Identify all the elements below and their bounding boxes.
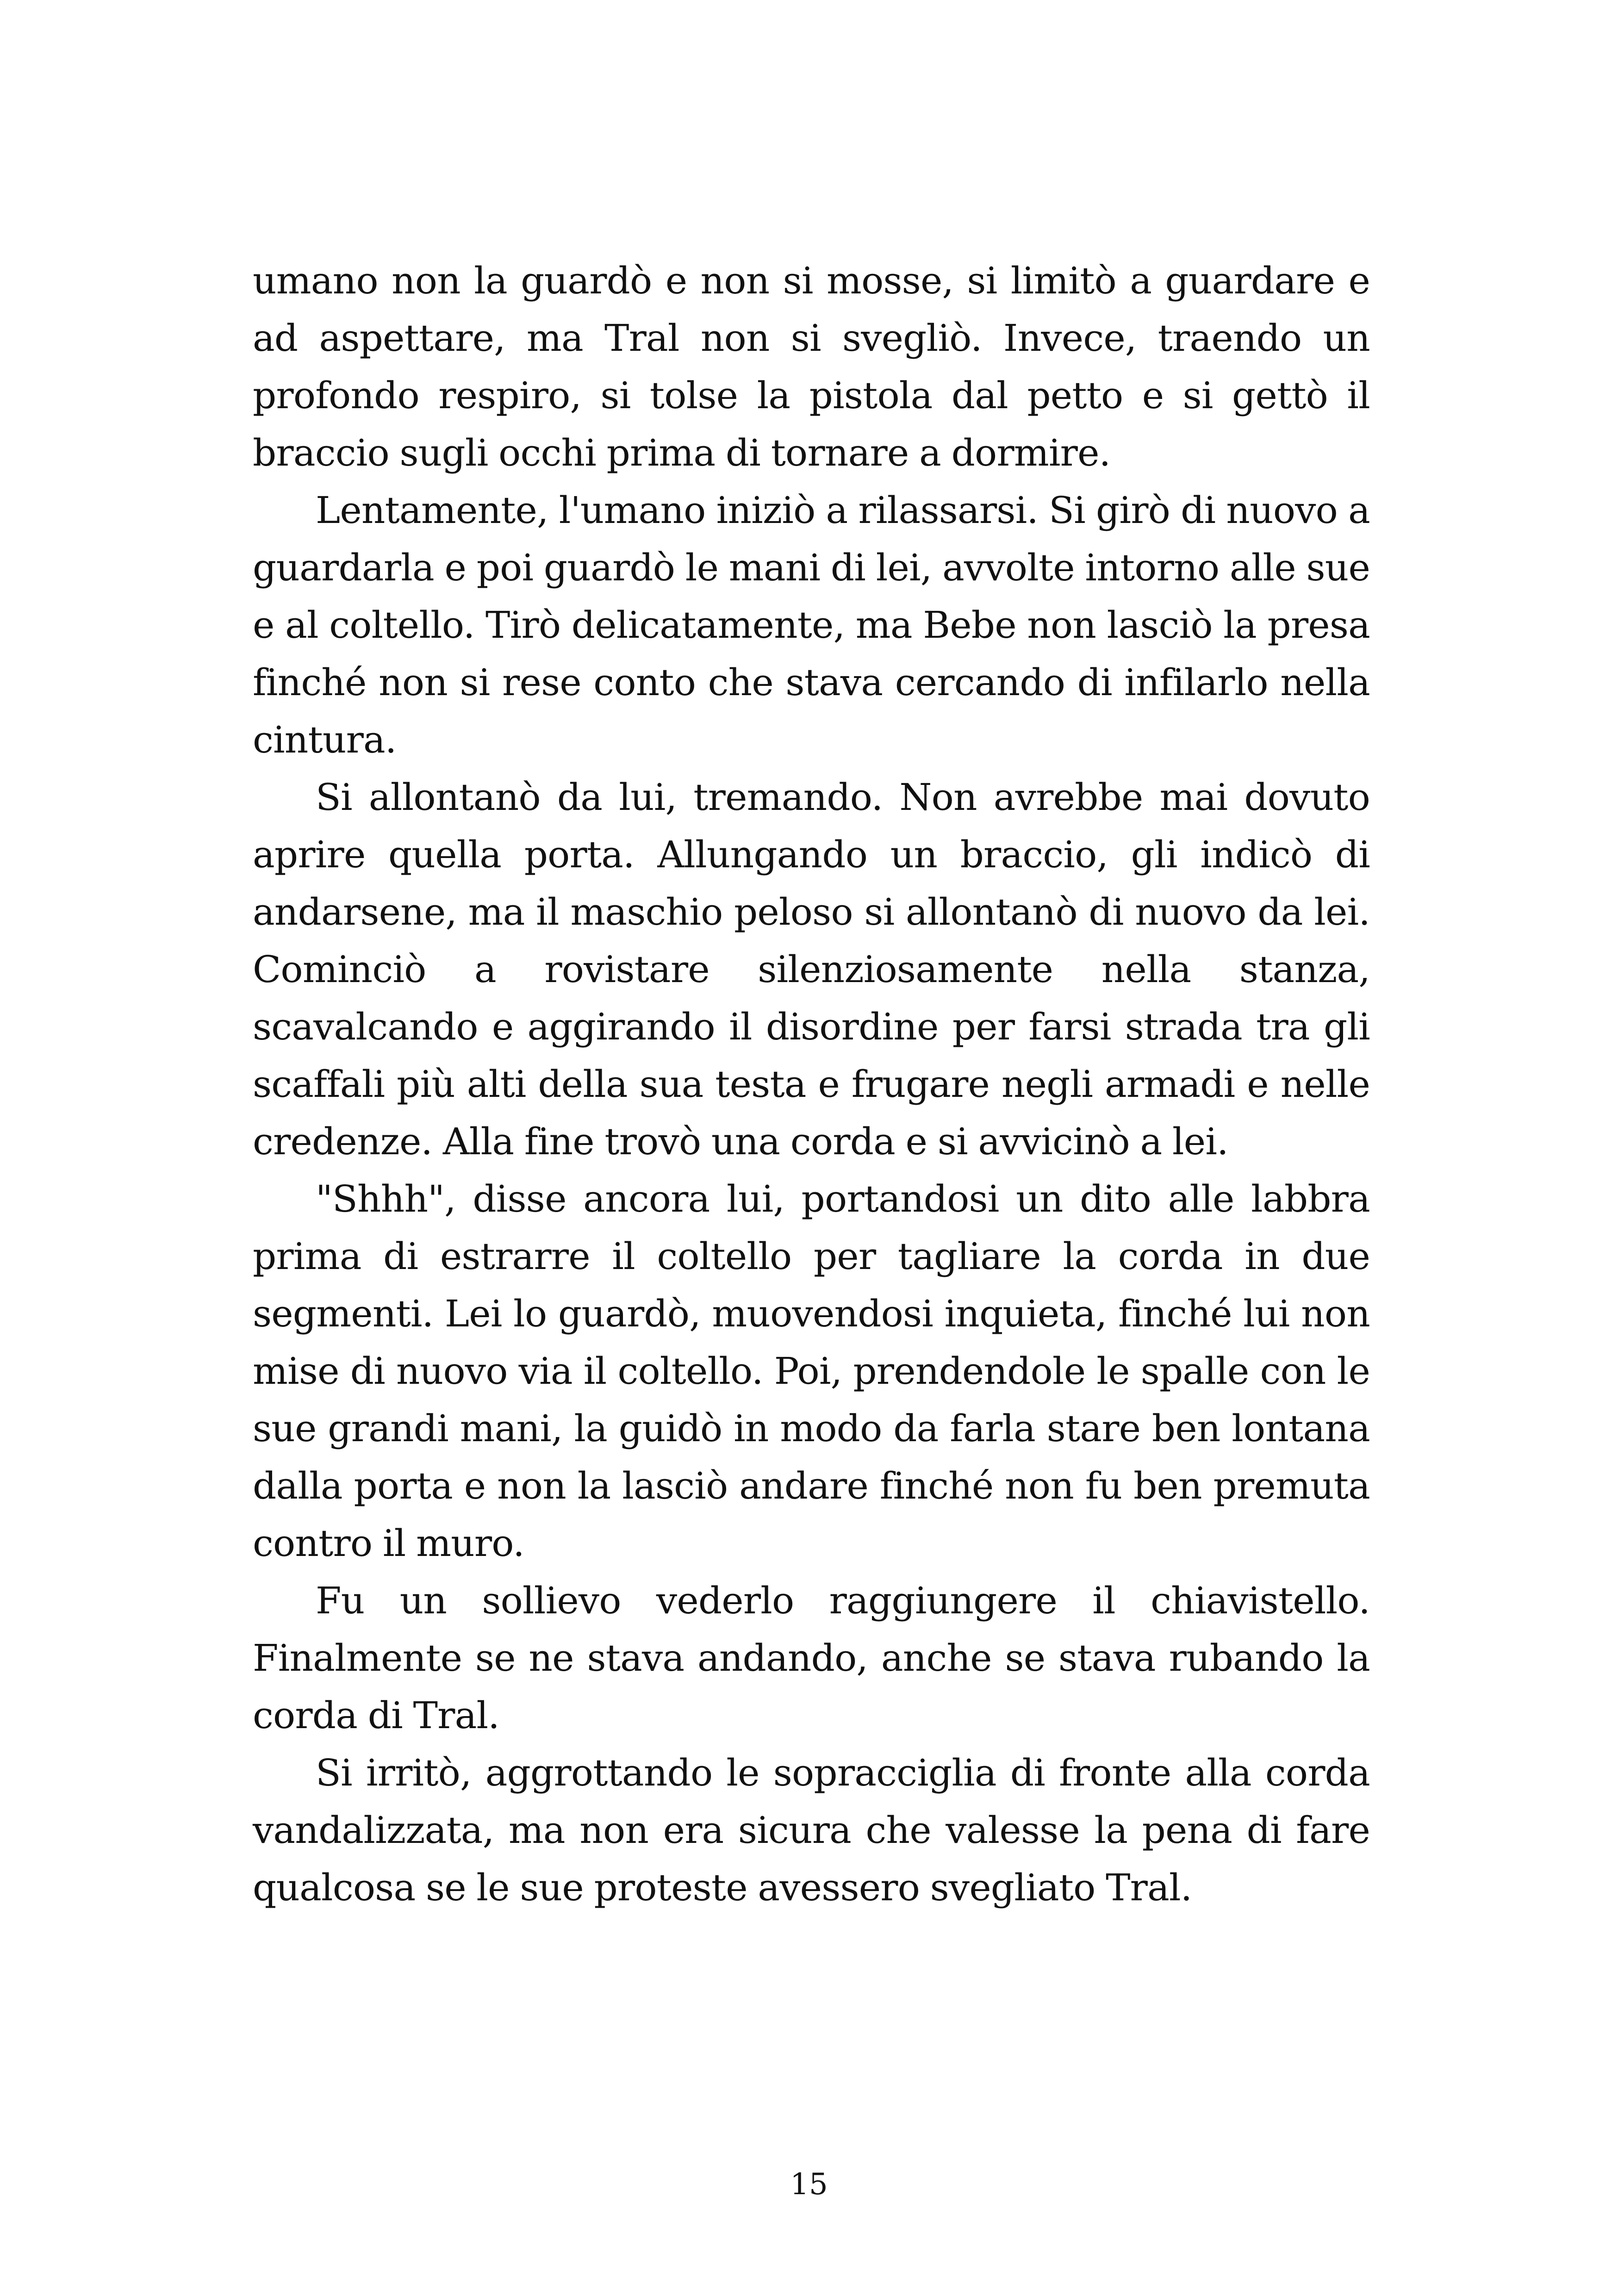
paragraph-3: Si allontanò da lui, tremando. Non avrebbe mai dovuto aprire quella porta. Allungando un braccio, gli indicò di andarsene, ma il maschio peloso si allontanò di nuovo da lei. Cominciò a rovistare silenziosamente nella stanza, scavalcando e aggirando il disordine per farsi strada tra gli scaffali più alti della sua testa e frugare negli armadi e nelle credenze. Alla fine trovò una corda e si avvicinò a lei. [253, 776, 1370, 1163]
page-body [253, 252, 1370, 1916]
paragraph-5: Fu un sollievo vederlo raggiungere il chiavistello. Finalmente se ne stava andando, anche se stava rubando la corda di Tral. [253, 1579, 1370, 1737]
paragraph-2: Lentamente, l'umano iniziò a rilassarsi. Si girò di nuovo a guardarla e poi guardò le mani di lei, avvolte intorno alle sue e al coltello. Tirò delicatamente, ma Bebe non lasciò la presa finché non si rese conto che stava cercando di infilarlo nella cintura. [253, 489, 1370, 761]
paragraph-1: umano non la guardò e non si mosse, si limitò a guardare e ad aspettare, ma Tral non si svegliò. Invece, traendo un profondo respiro, si tolse la pistola dal petto e si gettò il braccio sugli occhi prima di tornare a dormire. [253, 259, 1370, 474]
paragraph-6: Si irritò, aggrottando le sopracciglia di fronte alla corda vandalizzata, ma non era sicura che valesse la pena di fare qualcosa se le sue proteste avessero svegliato Tral. [253, 1751, 1370, 1909]
page-number: 15 [790, 2167, 828, 2202]
paragraph-4: "Shhh", disse ancora lui, portandosi un dito alle labbra prima di estrarre il coltello per tagliare la corda in due segmenti. Lei lo guardò, muovendosi inquieta, finché lui non mise di nuovo via il coltello. Poi, prendendole le spalle con le sue grandi mani, la guidò in modo da farla stare ben lontana dalla porta e non la lasciò andare finché non fu ben premuta contro il muro. [253, 1177, 1370, 1565]
